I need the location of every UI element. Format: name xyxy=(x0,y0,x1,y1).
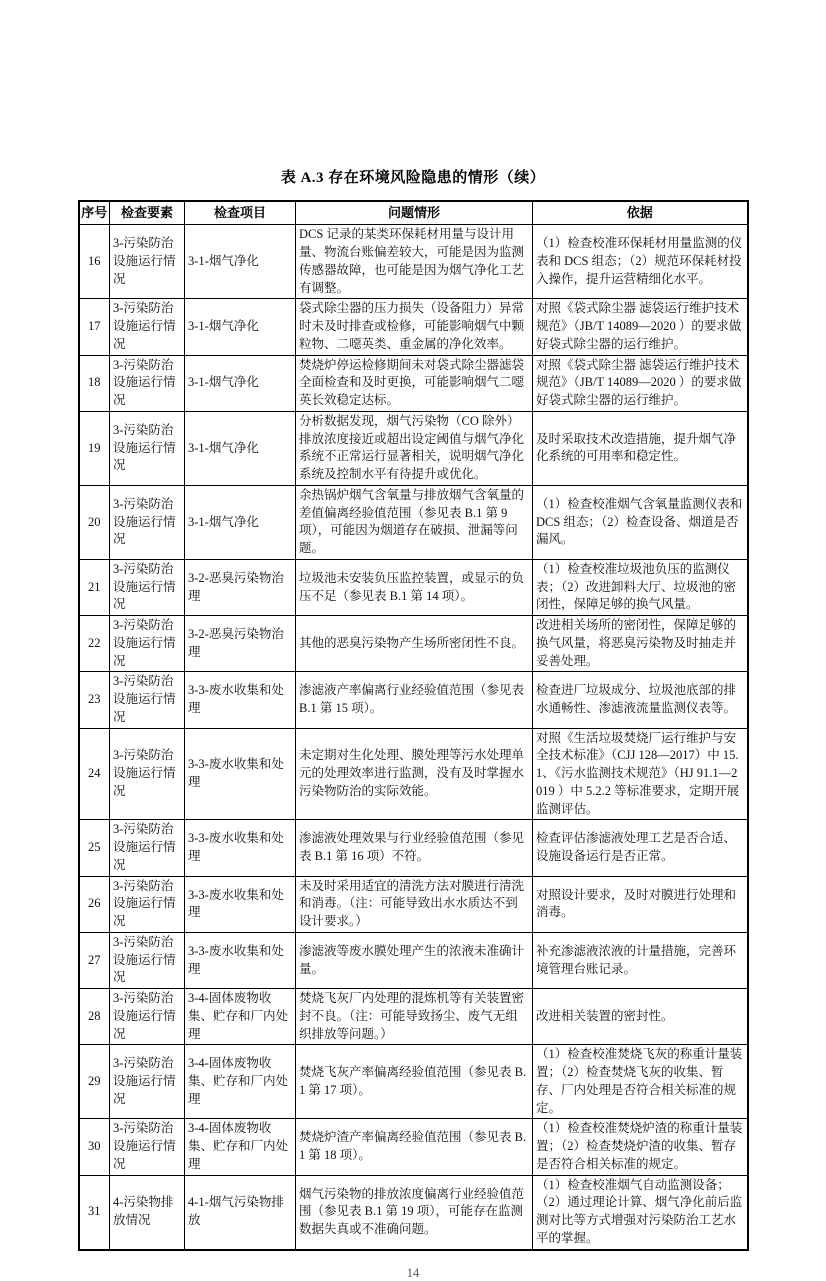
cell-no: 23 xyxy=(79,672,110,728)
cell-basis: （1）检查校准环保耗材用量监测的仪表和 DCS 组态；（2）规范环保耗材投入操作，提升运营精细化水平。 xyxy=(533,225,748,299)
cell-element: 3-污染防治设施运行情况 xyxy=(110,411,185,485)
cell-no: 24 xyxy=(79,728,110,820)
table-title: 表 A.3 存在环境风险隐患的情形（续） xyxy=(280,170,546,186)
cell-item: 3-1-烟气净化 xyxy=(185,411,296,485)
cell-element: 3-污染防治设施运行情况 xyxy=(110,1045,185,1119)
cell-element: 3-污染防治设施运行情况 xyxy=(110,485,185,559)
cell-basis: 对照设计要求，及时对膜进行处理和消毒。 xyxy=(533,876,748,932)
cell-problem: 袋式除尘器的压力损失（设备阻力）异常时未及时排查或检修，可能影响烟气中颗粒物、二噁英类、重金属的净化效率。 xyxy=(296,299,533,355)
cell-item: 4-1-烟气污染物排放 xyxy=(185,1175,296,1250)
table-row xyxy=(79,616,748,672)
cell-item: 3-3-废水收集和处理 xyxy=(185,820,296,876)
cell-item: 3-3-废水收集和处理 xyxy=(185,876,296,932)
cell-element: 3-污染防治设施运行情况 xyxy=(110,932,185,988)
table-row xyxy=(79,355,748,411)
cell-item: 3-1-烟气净化 xyxy=(185,225,296,299)
cell-problem: 渗滤液处理效果与行业经验值范围（参见表 B.1 第 16 项）不符。 xyxy=(296,820,533,876)
cell-element: 3-污染防治设施运行情况 xyxy=(110,876,185,932)
cell-problem: 分析数据发现，烟气污染物（CO 除外）排放浓度接近或超出设定阈值与烟气净化系统不正常运行显著相关，说明烟气净化系统及控制水平有待提升或优化。 xyxy=(296,411,533,485)
table-row xyxy=(79,1119,748,1175)
cell-problem: DCS 记录的某类环保耗材用量与设计用量、物流台账偏差较大，可能是因为监测传感器故障，也可能是因为烟气净化工艺有调整。 xyxy=(296,225,533,299)
cell-no: 16 xyxy=(79,225,110,299)
cell-element: 3-污染防治设施运行情况 xyxy=(110,1119,185,1175)
cell-no: 25 xyxy=(79,820,110,876)
cell-problem: 焚烧飞灰厂内处理的混炼机等有关装置密封不良。（注：可能导致扬尘、废气无组织排放等问题。） xyxy=(296,989,533,1045)
cell-item: 3-4-固体废物收集、贮存和厂内处理 xyxy=(185,1045,296,1119)
cell-basis: 检查评估渗滤液处理工艺是否合适、设施设备运行是否正常。 xyxy=(533,820,748,876)
cell-no: 17 xyxy=(79,299,110,355)
cell-item: 3-4-固体废物收集、贮存和厂内处理 xyxy=(185,989,296,1045)
cell-item: 3-3-废水收集和处理 xyxy=(185,672,296,728)
table-row xyxy=(79,225,748,299)
cell-no: 19 xyxy=(79,411,110,485)
cell-no: 28 xyxy=(79,989,110,1045)
table-row xyxy=(79,989,748,1045)
cell-problem: 焚烧炉停运检修期间未对袋式除尘器滤袋全面检查和及时更换，可能影响烟气二噁英长效稳定达标。 xyxy=(296,355,533,411)
cell-basis: （1）检查校准垃圾池负压的监测仪表；（2）改进卸料大厅、垃圾池的密闭性，保障足够的换气风量。 xyxy=(533,559,748,615)
cell-element: 3-污染防治设施运行情况 xyxy=(110,355,185,411)
table-row xyxy=(79,485,748,559)
cell-problem: 垃圾池未安装负压监控装置，或显示的负压不足（参见表 B.1 第 14 项）。 xyxy=(296,559,533,615)
header-cell-problem: 问题情形 xyxy=(296,201,533,225)
cell-basis: 对照《袋式除尘器 滤袋运行维护技术规范》（JB/T 14089—2020 ）的要求做好袋式除尘器的运行维护。 xyxy=(533,355,748,411)
cell-basis: （1）检查校准烟气自动监测设备；（2）通过理论计算、烟气净化前后监测对比等方式增强对污染防治工艺水平的掌握。 xyxy=(533,1175,748,1250)
cell-item: 3-4-固体废物收集、贮存和厂内处理 xyxy=(185,1119,296,1175)
cell-no: 27 xyxy=(79,932,110,988)
cell-no: 18 xyxy=(79,355,110,411)
cell-problem: 渗滤液等废水膜处理产生的浓液未准确计量。 xyxy=(296,932,533,988)
header-cell-basis: 依据 xyxy=(533,201,748,225)
table-row xyxy=(79,728,748,820)
table-row xyxy=(79,1175,748,1250)
cell-basis: 对照《袋式除尘器 滤袋运行维护技术规范》（JB/T 14089—2020 ）的要求做好袋式除尘器的运行维护。 xyxy=(533,299,748,355)
cell-basis: 检查进厂垃圾成分、垃圾池底部的排水通畅性、渗滤液流量监测仪表等。 xyxy=(533,672,748,728)
header-cell-no: 序号 xyxy=(79,201,110,225)
table-row xyxy=(79,820,748,876)
cell-problem: 其他的恶臭污染物产生场所密闭性不良。 xyxy=(296,616,533,672)
cell-problem: 焚烧炉渣产率偏离经验值范围（参见表 B.1 第 18 项）。 xyxy=(296,1119,533,1175)
cell-problem: 焚烧飞灰产率偏离经验值范围（参见表 B.1 第 17 项）。 xyxy=(296,1045,533,1119)
cell-basis: 及时采取技术改造措施，提升烟气净化系统的可用率和稳定性。 xyxy=(533,411,748,485)
cell-basis: （1）检查校准焚烧炉渣的称重计量装置；（2）检查焚烧炉渣的收集、暂存是否符合相关标准的规定。 xyxy=(533,1119,748,1175)
cell-item: 3-1-烟气净化 xyxy=(185,485,296,559)
cell-no: 22 xyxy=(79,616,110,672)
table-row xyxy=(79,411,748,485)
cell-problem: 未及时采用适宜的清洗方法对膜进行清洗和消毒。（注：可能导致出水水质达不到设计要求。） xyxy=(296,876,533,932)
cell-no: 29 xyxy=(79,1045,110,1119)
cell-element: 3-污染防治设施运行情况 xyxy=(110,820,185,876)
table-row xyxy=(79,876,748,932)
header-cell-item: 检查项目 xyxy=(185,201,296,225)
cell-item: 3-1-烟气净化 xyxy=(185,355,296,411)
cell-basis: （1）检查校准焚烧飞灰的称重计量装置；（2）检查焚烧飞灰的收集、暂存、厂内处理是否符合相关标准的规定。 xyxy=(533,1045,748,1119)
cell-element: 3-污染防治设施运行情况 xyxy=(110,728,185,820)
table-body xyxy=(79,225,748,1250)
cell-problem: 余热锅炉烟气含氧量与排放烟气含氧量的差值偏离经验值范围（参见表 B.1 第 9 项），可能因为烟道存在破损、泄漏等问题。 xyxy=(296,485,533,559)
page-number: 14 xyxy=(406,1265,420,1280)
cell-basis: （1）检查校准烟气含氧量监测仪表和 DCS 组态；（2）检查设备、烟道是否漏风。 xyxy=(533,485,748,559)
cell-element: 3-污染防治设施运行情况 xyxy=(110,559,185,615)
risk-table xyxy=(78,200,749,1251)
cell-item: 3-3-废水收集和处理 xyxy=(185,932,296,988)
cell-element: 3-污染防治设施运行情况 xyxy=(110,225,185,299)
cell-problem: 未定期对生化处理、膜处理等污水处理单元的处理效率进行监测，没有及时掌握水污染物防治的实际效能。 xyxy=(296,728,533,820)
cell-element: 3-污染防治设施运行情况 xyxy=(110,616,185,672)
cell-no: 20 xyxy=(79,485,110,559)
table-row xyxy=(79,559,748,615)
header-cell-element: 检查要素 xyxy=(110,201,185,225)
cell-element: 3-污染防治设施运行情况 xyxy=(110,299,185,355)
cell-item: 3-1-烟气净化 xyxy=(185,299,296,355)
cell-no: 31 xyxy=(79,1175,110,1250)
header-row xyxy=(79,201,748,225)
table-row xyxy=(79,672,748,728)
table-row xyxy=(79,1045,748,1119)
cell-problem: 渗滤液产率偏离行业经验值范围（参见表 B.1 第 15 项）。 xyxy=(296,672,533,728)
cell-item: 3-2-恶臭污染物治理 xyxy=(185,616,296,672)
cell-element: 4-污染物排放情况 xyxy=(110,1175,185,1250)
table-row xyxy=(79,932,748,988)
cell-element: 3-污染防治设施运行情况 xyxy=(110,989,185,1045)
cell-basis: 改进相关装置的密封性。 xyxy=(533,989,748,1045)
cell-basis: 对照《生活垃圾焚烧厂运行维护与安全技术标准》（CJJ 128—2017）中 15.1、《污水监测技术规范》（HJ 91.1—2019 ）中 5.2.2 等标准要求，定期开展监测评估。 xyxy=(533,728,748,820)
cell-no: 30 xyxy=(79,1119,110,1175)
cell-item: 3-2-恶臭污染物治理 xyxy=(185,559,296,615)
cell-item: 3-3-废水收集和处理 xyxy=(185,728,296,820)
cell-basis: 改进相关场所的密闭性，保障足够的换气风量，将恶臭污染物及时抽走并妥善处理。 xyxy=(533,616,748,672)
cell-problem: 烟气污染物的排放浓度偏离行业经验值范围（参见表 B.1 第 19 项），可能存在监测数据失真或不准确问题。 xyxy=(296,1175,533,1250)
table-header xyxy=(79,201,748,225)
table-row xyxy=(79,299,748,355)
cell-element: 3-污染防治设施运行情况 xyxy=(110,672,185,728)
cell-no: 26 xyxy=(79,876,110,932)
cell-no: 21 xyxy=(79,559,110,615)
cell-basis: 补充渗滤液浓液的计量措施，完善环境管理台账记录。 xyxy=(533,932,748,988)
